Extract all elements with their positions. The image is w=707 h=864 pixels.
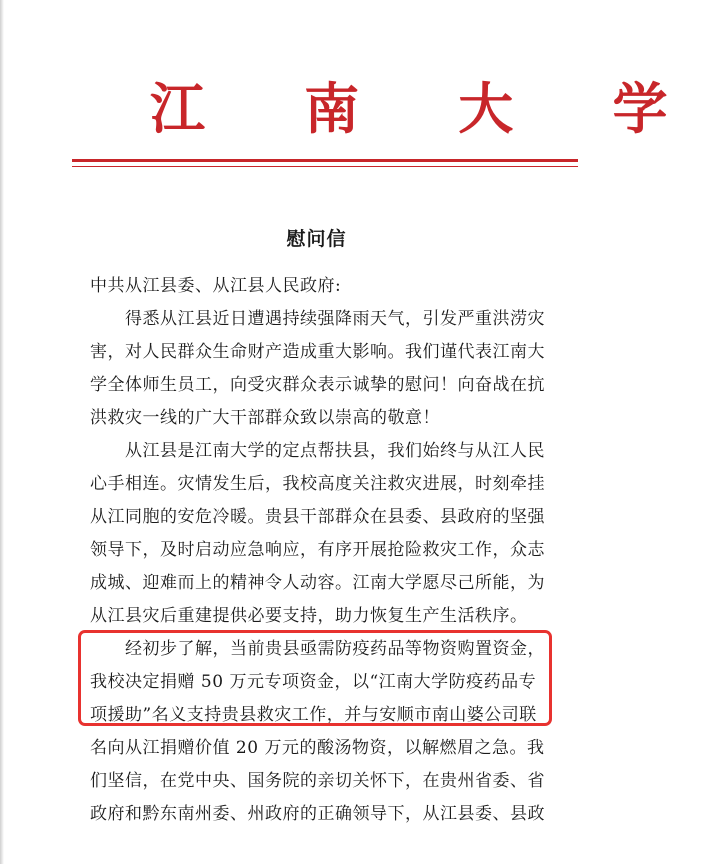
highlight-annotation-box <box>78 630 552 726</box>
body-line: 心手相连。灾情发生后，我校高度关注救灾进展，时刻牵挂 <box>90 474 545 494</box>
body-line: 们坚信，在党中央、国务院的亲切关怀下，在贵州省委、省 <box>90 771 545 791</box>
body-line: 领导下，及时启动应急响应，有序开展抢险救灾工作，众志 <box>90 540 545 560</box>
body-line: 从江同胞的安危冷暖。贵县干部群众在县委、县政府的坚强 <box>90 507 545 527</box>
highlighted-line: 名向从江捐赠价值 20 万元的酸汤物资，以解燃眉之急。我 <box>90 738 545 758</box>
letterhead-rule-thin <box>72 166 578 167</box>
body-line: 从江县灾后重建提供必要支持，助力恢复生产生活秩序。 <box>90 606 528 626</box>
body-line: 成城、迎难而上的精神令人动容。江南大学愿尽己所能，为 <box>90 573 545 593</box>
body-line: 害，对人民群众生命财产造成重大影响。我们谨代表江南大 <box>90 342 545 362</box>
document-title: 慰问信 <box>286 228 347 250</box>
letterhead-rule-thick <box>72 159 578 162</box>
highlighted-line: 项援助”名义支持贵县救灾工作，并与安顺市南山婆公司联 <box>90 705 537 725</box>
letterhead-title: 江 南 大 学 <box>150 76 707 141</box>
letter-body <box>90 270 560 831</box>
body-line: 学全体师生员工，向受灾群众表示诚挚的慰问！向奋战在抗 <box>90 375 545 395</box>
body-line: 得悉从江县近日遭遇持续强降雨天气，引发严重洪涝灾 <box>90 309 545 329</box>
body-line: 政府和黔东南州委、州政府的正确领导下，从江县委、县政 <box>90 804 545 824</box>
salutation: 中共从江县委、从江县人民政府: <box>90 276 342 296</box>
scan-edge-shadow <box>0 0 4 864</box>
highlighted-line: 我校决定捐赠 50 万元专项资金，以“江南大学防疫药品专 <box>90 672 537 692</box>
body-line: 洪救灾一线的广大干部群众致以崇高的敬意！ <box>90 408 440 428</box>
body-line: 从江县是江南大学的定点帮扶县，我们始终与从江人民 <box>90 441 545 461</box>
body-line: 经初步了解，当前贵县亟需防疫药品等物资购置资金， <box>90 639 545 659</box>
